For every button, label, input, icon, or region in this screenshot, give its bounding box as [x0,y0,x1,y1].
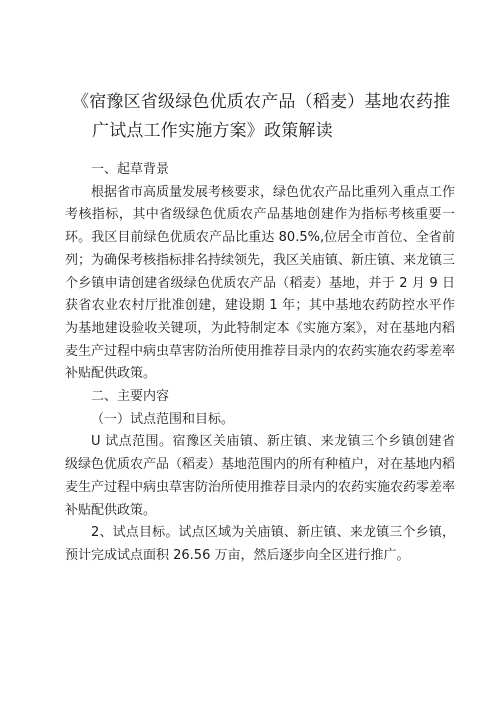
document-body [65,159,455,568]
title-line-1: 《宿豫区省级绿色优质农产品（稻麦）基地农药推 [72,92,451,112]
section-heading-main-content: 二、主要内容 [91,389,170,405]
document-title [72,88,452,146]
subsection-heading-scope-goals: （一）试点范围和目标。 [91,411,235,427]
paragraph-pilot-goals: 2、试点目标。试点区域为关庙镇、新庄镇、来龙镇三个乡镇，预计完成试点面积 26.56 万亩，然后逐步向全区进行推广。 [65,525,455,563]
paragraph-background: 根据省市高质量发展考核要求，绿色优农产品比重列入重点工作考核指标，其中省级绿色优质农产品基地创建作为指标考核重要一环。我区目前绿色优质农产品比重达 80.5%,位居全市首位、全省前列；为确保考核指标排名持续领先，我区关庙镇、新庄镇、来龙镇三个乡镇申请创建省级绿色优质农产品（稻麦）基地，并于 2 月 9 日获省农业农村厅批准创建，建设期 1 年；其中基地农药防控水平作为基地建设验收关键项，为此特制定本《实施方案》，对在基地内稻麦生产过程中病虫草害防治所使用推荐目录内的农药实施农药零差率补贴配供政策。 [65,184,456,382]
paragraph-pilot-scope: U 试点范围。宿豫区关庙镇、新庄镇、来龙镇三个乡镇创建省级绿色优质农产品（稻麦）基地范围内的所有种植户，对在基地内稻麦生产过程中病虫草害防治所使用推荐目录内的农药实施农药零差率补贴配供政策。 [65,434,456,518]
section-heading-background: 一、起草背景 [91,162,170,177]
title-line-2: 广试点工作实施方案》政策解读 [92,121,333,141]
